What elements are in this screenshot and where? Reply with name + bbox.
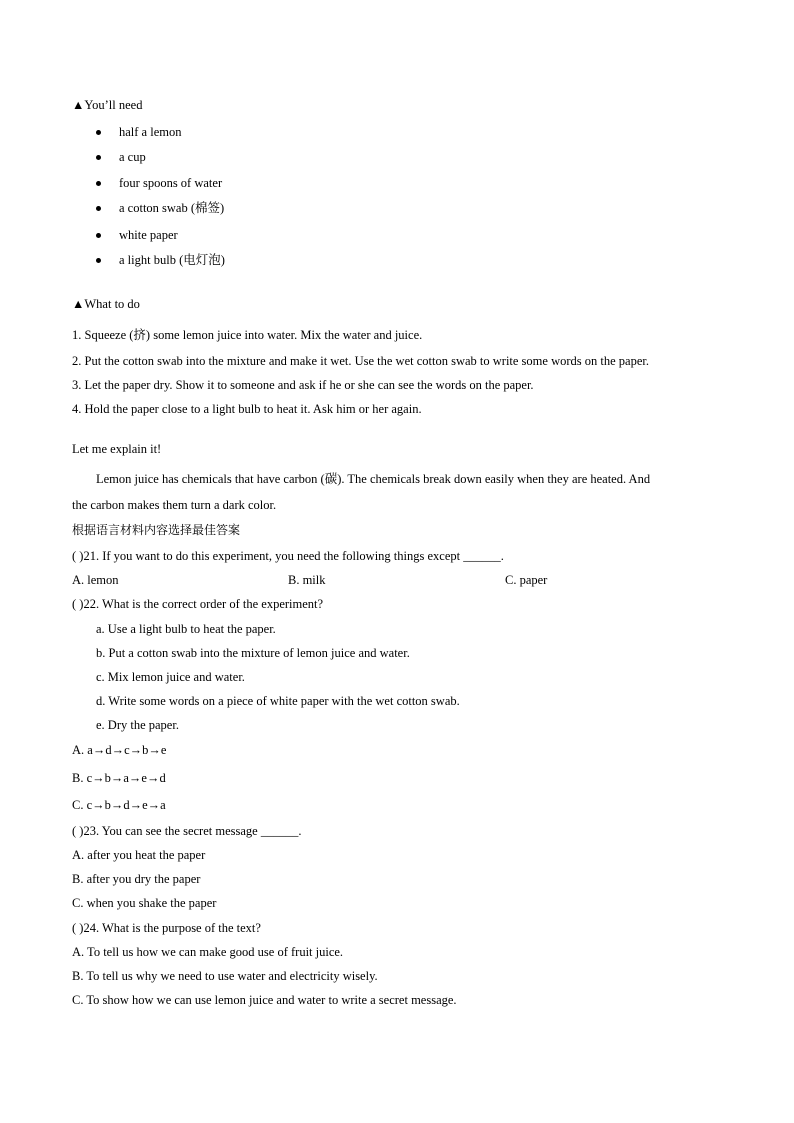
need-item: a light bulb (电灯泡)	[119, 253, 225, 267]
question-22-item: e. Dry the paper.	[96, 718, 179, 732]
question-22-item: d. Write some words on a piece of white paper with the wet cotton swab.	[96, 694, 460, 708]
question-22-item: a. Use a light bulb to heat the paper.	[96, 622, 276, 636]
question-23-stem: ( )23. You can see the secret message ______.	[72, 824, 302, 838]
need-item: a cotton swab (棉签)	[119, 201, 225, 215]
todo-heading: ▲What to do	[72, 297, 140, 311]
question-21-option-a: A. lemon	[72, 573, 119, 587]
bullet-icon	[96, 155, 101, 160]
step-item: 2. Put the cotton swab into the mixture and make it wet. Use the wet cotton swab to write some words on the paper.	[72, 354, 649, 368]
question-24-option-a: A. To tell us how we can make good use of fruit juice.	[72, 945, 344, 959]
need-item: half a lemon	[119, 125, 182, 139]
question-22-option-b: B. c→b→a→e→d	[72, 771, 166, 785]
question-23-option-a: A. after you heat the paper	[72, 848, 206, 862]
question-24-option-c: C. To show how we can use lemon juice and water to write a secret message.	[72, 993, 457, 1007]
question-21-option-b: B. milk	[288, 573, 326, 587]
question-23-option-b: B. after you dry the paper	[72, 872, 201, 886]
bullet-icon	[96, 233, 101, 238]
question-21-stem: ( )21. If you want to do this experiment, you need the following things except ______.	[72, 549, 504, 563]
question-21-option-c: C. paper	[505, 573, 548, 587]
step-item: 3. Let the paper dry. Show it to someone and ask if he or she can see the words on the paper.	[72, 378, 534, 392]
step-item: 4. Hold the paper close to a light bulb to heat it. Ask him or her again.	[72, 402, 422, 416]
explain-paragraph-line: Lemon juice has chemicals that have carbon (碳). The chemicals break down easily when they are heated. And	[96, 472, 651, 486]
question-24-option-b: B. To tell us why we need to use water and electricity wisely.	[72, 969, 378, 983]
bullet-icon	[96, 206, 101, 211]
needs-heading: ▲You’ll need	[72, 98, 143, 112]
need-item: white paper	[119, 228, 178, 242]
explain-paragraph-line: the carbon makes them turn a dark color.	[72, 498, 277, 512]
question-24-stem: ( )24. What is the purpose of the text?	[72, 921, 261, 935]
question-22-item: b. Put a cotton swab into the mixture of lemon juice and water.	[96, 646, 410, 660]
instruction-text: 根据语言材料内容选择最佳答案	[72, 523, 241, 537]
need-item: four spoons of water	[119, 176, 223, 190]
bullet-icon	[96, 258, 101, 263]
explain-heading: Let me explain it!	[72, 442, 162, 456]
need-item: a cup	[119, 150, 146, 164]
question-22-stem: ( )22. What is the correct order of the experiment?	[72, 597, 324, 611]
question-22-option-c: C. c→b→d→e→a	[72, 798, 166, 812]
bullet-icon	[96, 181, 101, 186]
question-23-option-c: C. when you shake the paper	[72, 896, 217, 910]
step-item: 1. Squeeze (挤) some lemon juice into water. Mix the water and juice.	[72, 328, 423, 342]
question-22-item: c. Mix lemon juice and water.	[96, 670, 245, 684]
question-22-option-a: A. a→d→c→b→e	[72, 743, 167, 757]
bullet-icon	[96, 130, 101, 135]
